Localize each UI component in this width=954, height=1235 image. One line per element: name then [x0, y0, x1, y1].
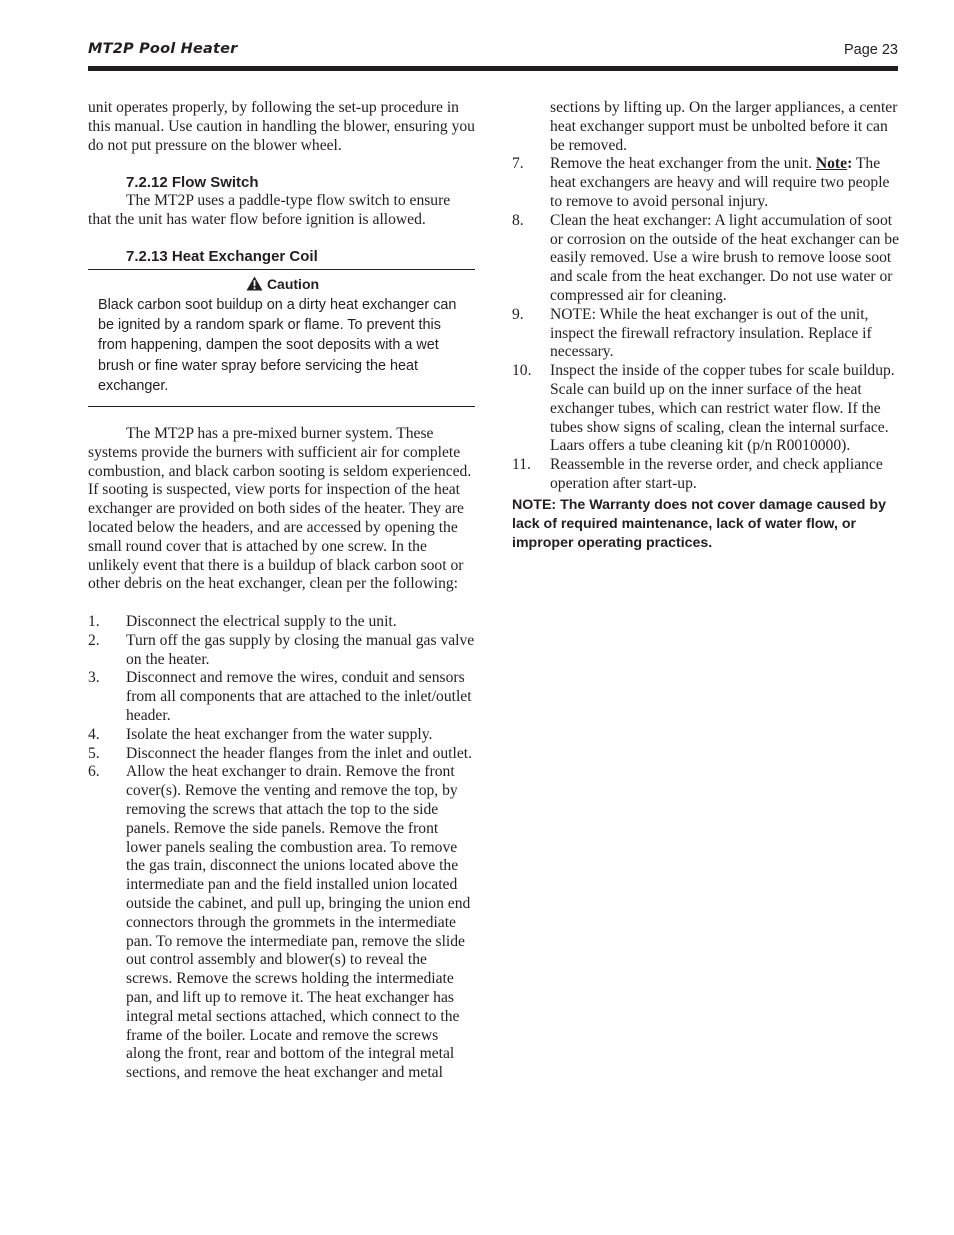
step-number: 7.	[512, 155, 524, 173]
step-number: 11.	[512, 456, 531, 474]
list-item: 7. Remove the heat exchanger from the unit. Note: The heat exchangers are heavy and will require two people to remove to avoid personal injury.	[512, 155, 890, 210]
step-number: 2.	[88, 631, 100, 649]
warranty-note: NOTE: The Warranty does not cover damage caused by lack of required maintenance, lack of water flow, or improper operating practices.	[512, 496, 886, 551]
caution-header	[98, 275, 467, 293]
step-text: Isolate the heat exchanger from the water supply.	[126, 725, 433, 743]
procedure-list-left	[88, 613, 475, 1083]
step-text: Allow the heat exchanger to drain. Remove the front cover(s). Remove the venting and remove the top, by removing the screws that attach the top to the side panels. Remove the side panels. Remove the front lower panels sealing the combustion area. To remove the gas train, disconnect the unions located above the intermediate pan and the field installed union located outside the cabinet, and pull up, bringing the union end connectors through the grommets in the intermediate pan. To remove the intermediate pan, remove the slide out control assembly and blower(s) to reveal the screws. Remove the screws holding the intermediate pan, and lift up to remove it. The heat exchanger has integral metal sections attached, which connect to the frame of the boiler. Locate and remove the screws along the front, rear and bottom of the integral metal sections, and remove the heat exchanger and metal	[126, 763, 471, 1082]
flow-switch-heading: 7.2.12 Flow Switch	[126, 174, 259, 192]
list-item	[512, 212, 900, 306]
list-item	[512, 362, 900, 456]
caution-box	[88, 269, 475, 407]
step-number: 1.	[88, 612, 100, 630]
intro-paragraph: unit operates properly, by following the set-up procedure in this manual. Use caution in handling the blower, ensuring you do not put pressure on the blower wheel.	[88, 99, 475, 154]
header-rule	[88, 66, 898, 71]
step-text: Disconnect the electrical supply to the unit.	[126, 612, 397, 630]
list-item	[88, 763, 475, 1083]
procedure-list-right	[512, 155, 900, 211]
list-item	[88, 613, 475, 632]
list-item	[512, 456, 900, 494]
list-item	[512, 306, 900, 362]
step7-note-label: Note	[815, 155, 848, 173]
step-text: Clean the heat exchanger: A light accumulation of soot or corrosion on the outside of the heat exchanger can be easily removed. Use a wire brush to remove loose soot and scale from the heat exchanger. Do not use water or compressed air for cleaning.	[550, 211, 899, 304]
left-column	[88, 99, 475, 1083]
step-number: 10.	[512, 362, 532, 380]
step-number: 9.	[512, 305, 524, 323]
caution-text: Black carbon soot buildup on a dirty heat exchanger can be ignited by a random spark or flame. To prevent this from happening, dampen the soot deposits with a wet brush or fine water spray before servicing the heat exchanger.	[98, 296, 457, 394]
step6-continuation: sections by lifting up. On the larger appliances, a center heat exchanger support must be unbolted before it can be removed.	[550, 99, 898, 154]
list-item	[88, 669, 475, 725]
step7-text: Remove the heat exchanger from the unit.	[550, 155, 812, 173]
flow-switch-paragraph: The MT2P uses a paddle-type flow switch to ensure that the unit has water flow before ignition is allowed.	[88, 192, 451, 229]
heat-exchanger-heading: 7.2.13 Heat Exchanger Coil	[126, 247, 318, 265]
list-item	[88, 745, 475, 764]
procedure-list-right-cont	[512, 212, 900, 494]
step-text: Turn off the gas supply by closing the manual gas valve on the heater.	[126, 631, 475, 668]
step-number: 4.	[88, 725, 100, 743]
burner-paragraph: The MT2P has a pre-mixed burner system. These systems provide the burners with sufficient air for complete combustion, and black carbon sooting is seldom experienced. If sooting is suspected, view ports for inspection of the heat exchanger are provided on both sides of the heater. They are located below the headers, and are accessed by opening the small round cover that is attached by one screw. In the unlikely event that there is a buildup of black carbon soot or other debris on the heat exchanger, clean per the following:	[88, 425, 472, 593]
caution-title: Caution	[266, 275, 320, 292]
step-number: 6.	[88, 763, 100, 781]
step-text: NOTE: While the heat exchanger is out of the unit, inspect the firewall refractory insulation. Replace if necessary.	[550, 305, 872, 361]
right-column	[512, 99, 900, 553]
step7-note-text: The heat exchangers are heavy and will require two people to remove to avoid personal injury.	[550, 155, 890, 210]
warning-triangle-icon	[246, 276, 267, 292]
step-number: 8.	[512, 211, 524, 229]
step-number: 5.	[88, 744, 100, 762]
step-text: Inspect the inside of the copper tubes for scale buildup. Scale can build up on the inner surface of the heat exchanger tubes, which can restrict water flow. If the tubes show signs of scaling, clean the internal surface. Laars offers a tube cleaning kit (p/n R0010000).	[550, 362, 895, 455]
list-item	[88, 632, 475, 670]
list-item	[88, 726, 475, 745]
step-text: Reassemble in the reverse order, and check appliance operation after start-up.	[550, 456, 883, 492]
page-number: Page 23	[843, 42, 898, 58]
step-text: Disconnect the header flanges from the inlet and outlet.	[126, 744, 472, 762]
step-number: 3.	[88, 669, 100, 687]
document-title: MT2P Pool Heater	[88, 41, 238, 57]
step-text: Disconnect and remove the wires, conduit and sensors from all components that are attached to the inlet/outlet header.	[126, 669, 472, 724]
